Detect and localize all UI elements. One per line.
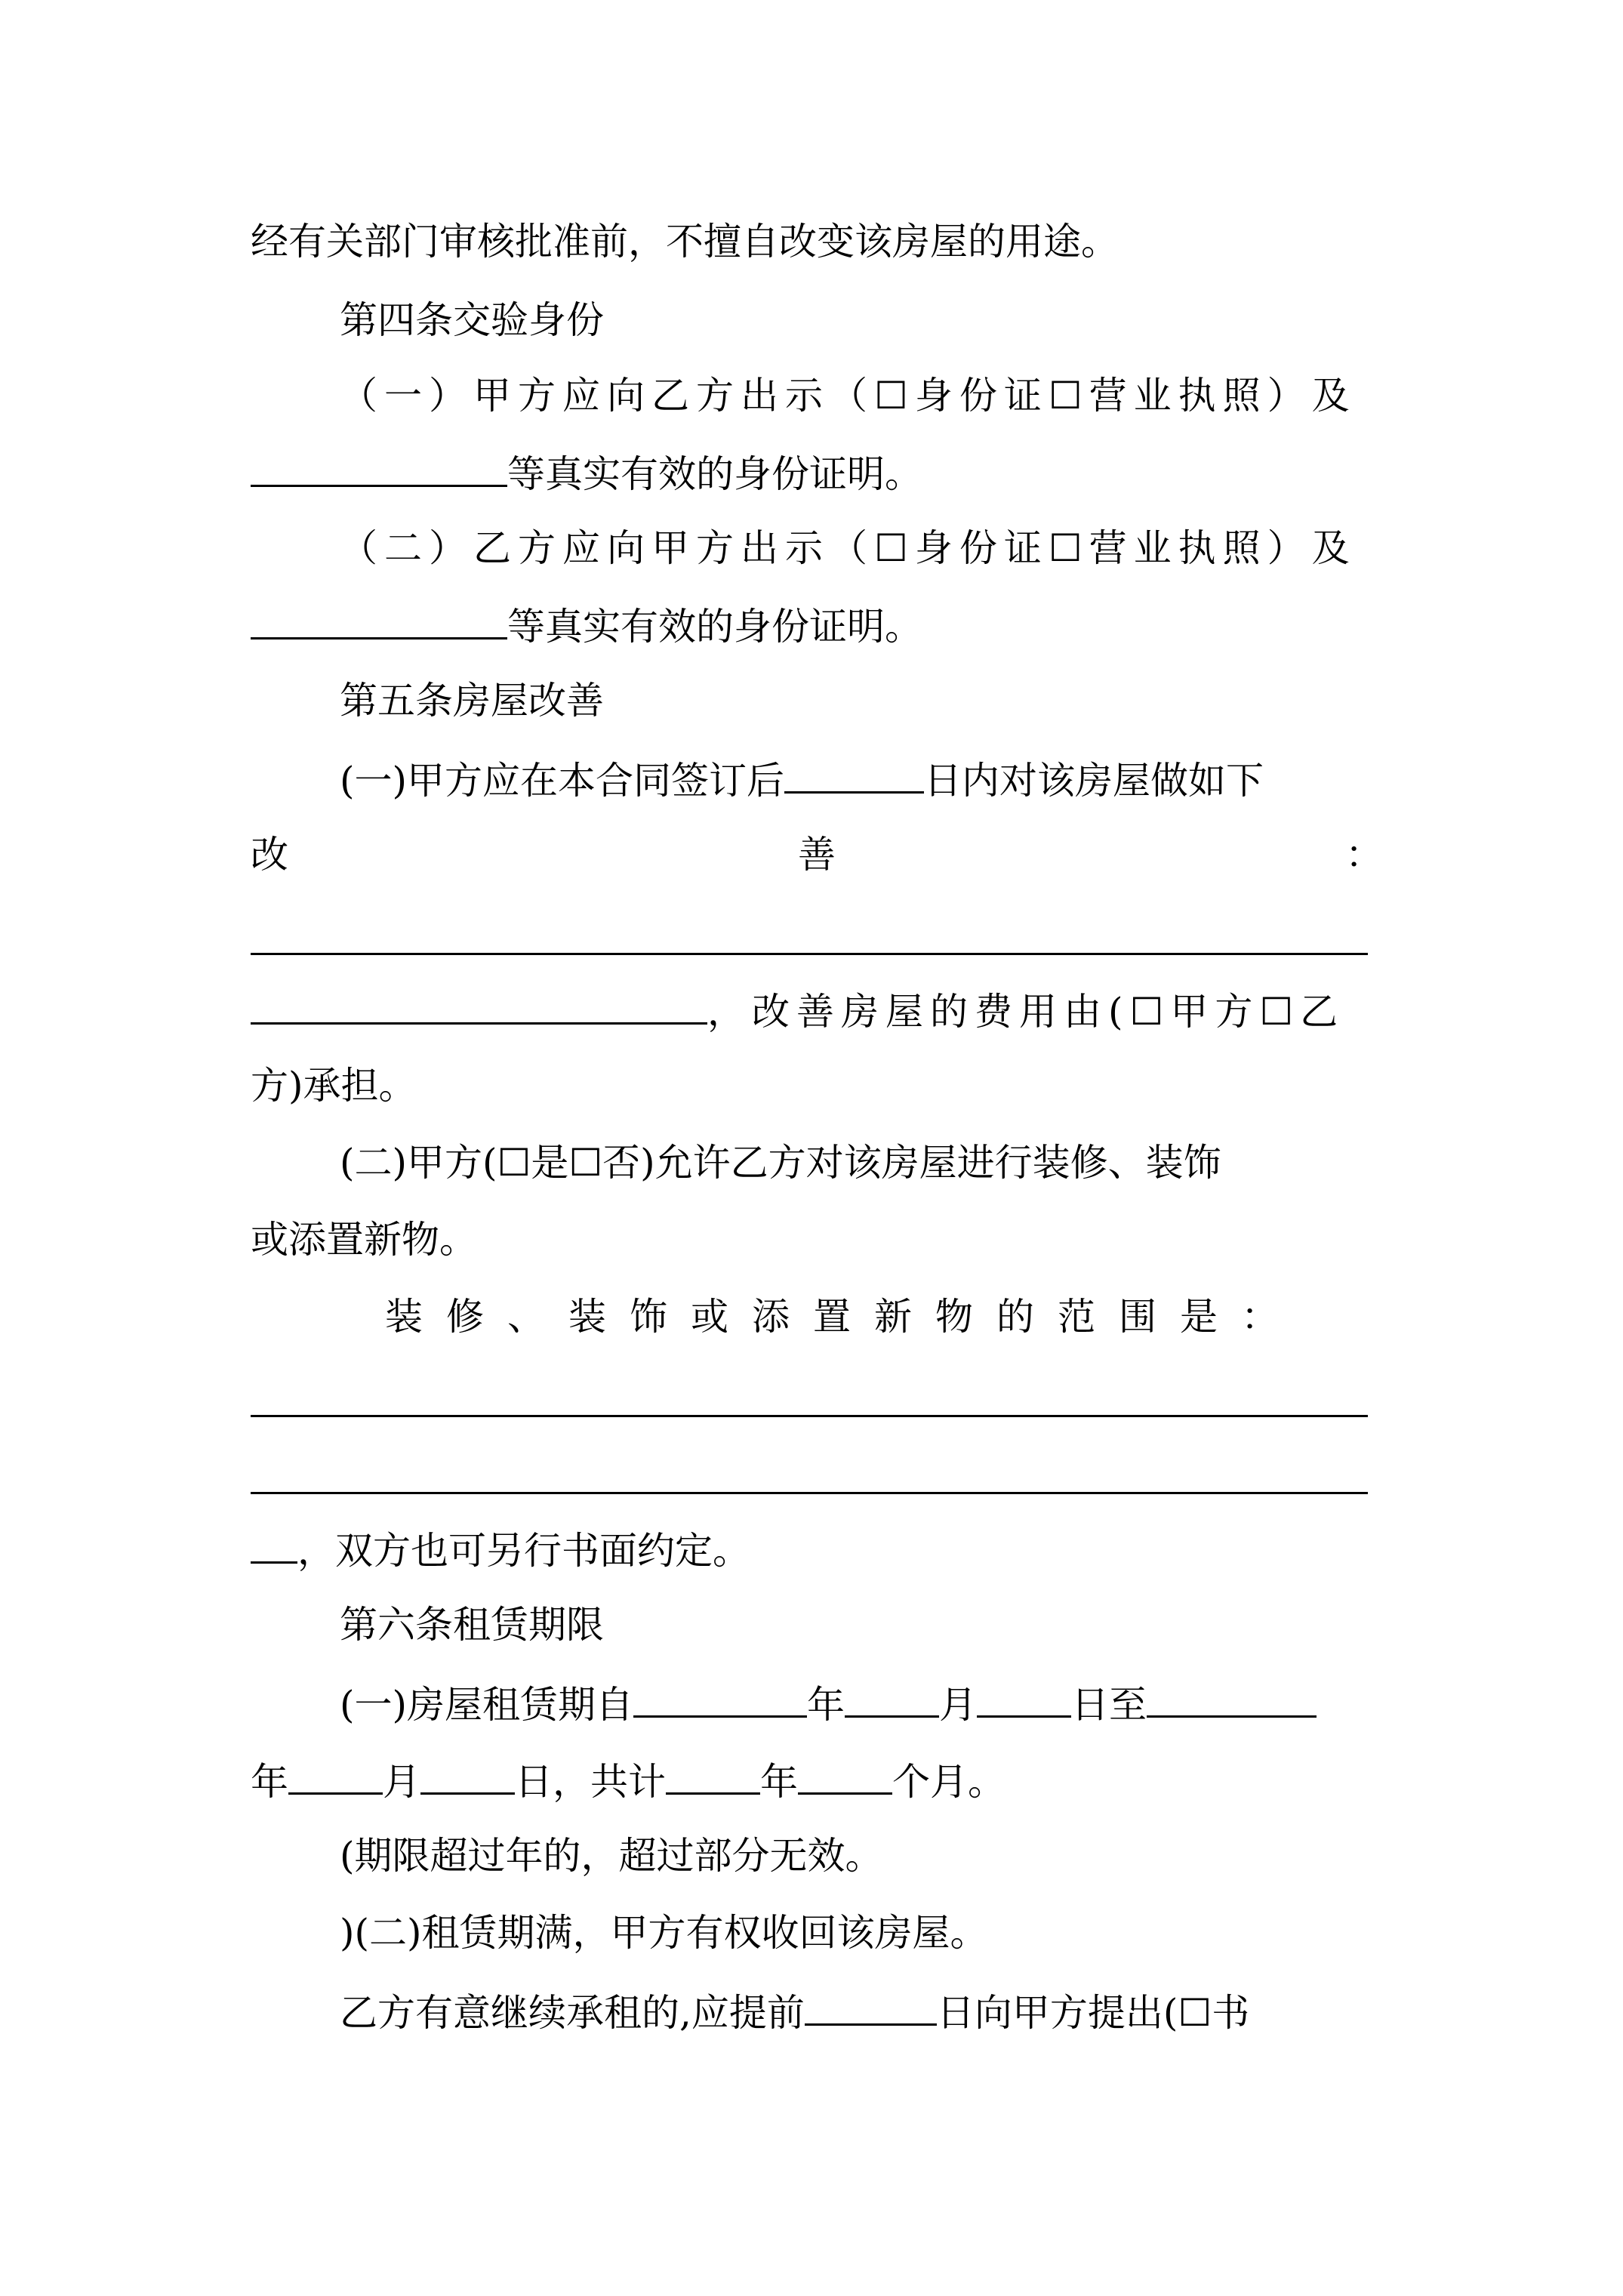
paragraph-line: （二）乙方应向甲方出示（☐身份证☐营业执照）及 (340, 526, 1357, 570)
line-text: 年 (760, 1760, 798, 1804)
line-text: 日至 (1071, 1683, 1147, 1727)
line-text: 改 (251, 833, 288, 877)
article-heading: 第四条交验身份 (340, 298, 604, 342)
fill-blank[interactable] (288, 1756, 383, 1795)
paragraph-line: （一）甲方应向乙方出示（☐身份证☐营业执照）及 (340, 374, 1357, 418)
line-text: 等真实有效的身份证明。 (507, 452, 922, 496)
fill-blank[interactable] (1147, 1679, 1317, 1718)
line-text: 年 (251, 1760, 288, 1804)
fill-blank[interactable] (251, 1525, 297, 1564)
fill-blank[interactable] (805, 1987, 937, 2026)
line-text: 等真实有效的身份证明。 (507, 605, 922, 649)
line-text: 年 (807, 1683, 845, 1727)
fill-blank[interactable] (420, 1756, 515, 1795)
line-text: 月 (939, 1683, 978, 1727)
fill-blank[interactable] (251, 986, 707, 1025)
paragraph-line: 或添置新物。 (251, 1218, 477, 1262)
paragraph-line (340, 1679, 1383, 1727)
article-heading: 第六条租赁期限 (340, 1603, 604, 1647)
fill-blank[interactable] (251, 1492, 1368, 1494)
line-text: 个月。 (892, 1760, 1006, 1804)
paragraph-line: (期限超过年的，超过部分无效。 (340, 1834, 883, 1878)
paragraph-line (340, 755, 1383, 803)
paragraph-line: (二)甲方(☐是☐否)允许乙方对该房屋进行装修、装饰 (340, 1141, 1221, 1185)
line-text: 日内对该房屋做如下 (924, 759, 1264, 803)
fill-blank[interactable] (251, 953, 1368, 955)
paragraph-line (251, 601, 1383, 649)
line-text: (一)房屋租赁期自 (340, 1683, 634, 1727)
paragraph-line: 方)承担。 (251, 1064, 417, 1108)
fill-blank[interactable] (845, 1679, 939, 1718)
fill-blank[interactable] (977, 1679, 1071, 1718)
line-text: 善 (798, 833, 836, 877)
fill-blank[interactable] (798, 1756, 892, 1795)
line-text: 乙方有意继续承租的,应提前 (340, 1991, 805, 2035)
fill-blank[interactable] (633, 1679, 807, 1718)
paragraph-line (251, 1756, 1383, 1804)
paragraph-line: 经有关部门审核批准前，不擅自改变该房屋的用途。 (251, 220, 1119, 264)
line-text: 日，共计 (515, 1760, 666, 1804)
paragraph-line (251, 1525, 1383, 1573)
line-text: 日向甲方提出(☐书 (936, 1991, 1250, 2035)
fill-blank[interactable] (251, 1415, 1368, 1417)
line-text: (一)甲方应在本合同签订后 (340, 759, 785, 803)
article-heading: 第五条房屋改善 (340, 679, 604, 723)
fill-blank[interactable] (251, 601, 507, 639)
line-text: ： (1345, 833, 1383, 877)
paragraph-line (251, 448, 1383, 494)
line-text: 月 (383, 1760, 420, 1804)
paragraph-line: 装修、装饰或添置新物的范围是： (385, 1295, 1302, 1339)
paragraph-line (251, 986, 1383, 1034)
line-text: ，改善房屋的费用由(☐甲方☐乙 (707, 990, 1345, 1034)
paragraph-line: )(二)租赁期满，甲方有权收回该房屋。 (340, 1911, 988, 1955)
fill-blank[interactable] (251, 448, 507, 487)
fill-blank[interactable] (666, 1756, 760, 1795)
line-text: ，双方也可另行书面约定。 (297, 1529, 750, 1573)
paragraph-line (251, 832, 1383, 877)
fill-blank[interactable] (784, 755, 924, 794)
paragraph-line (340, 1987, 1383, 2035)
